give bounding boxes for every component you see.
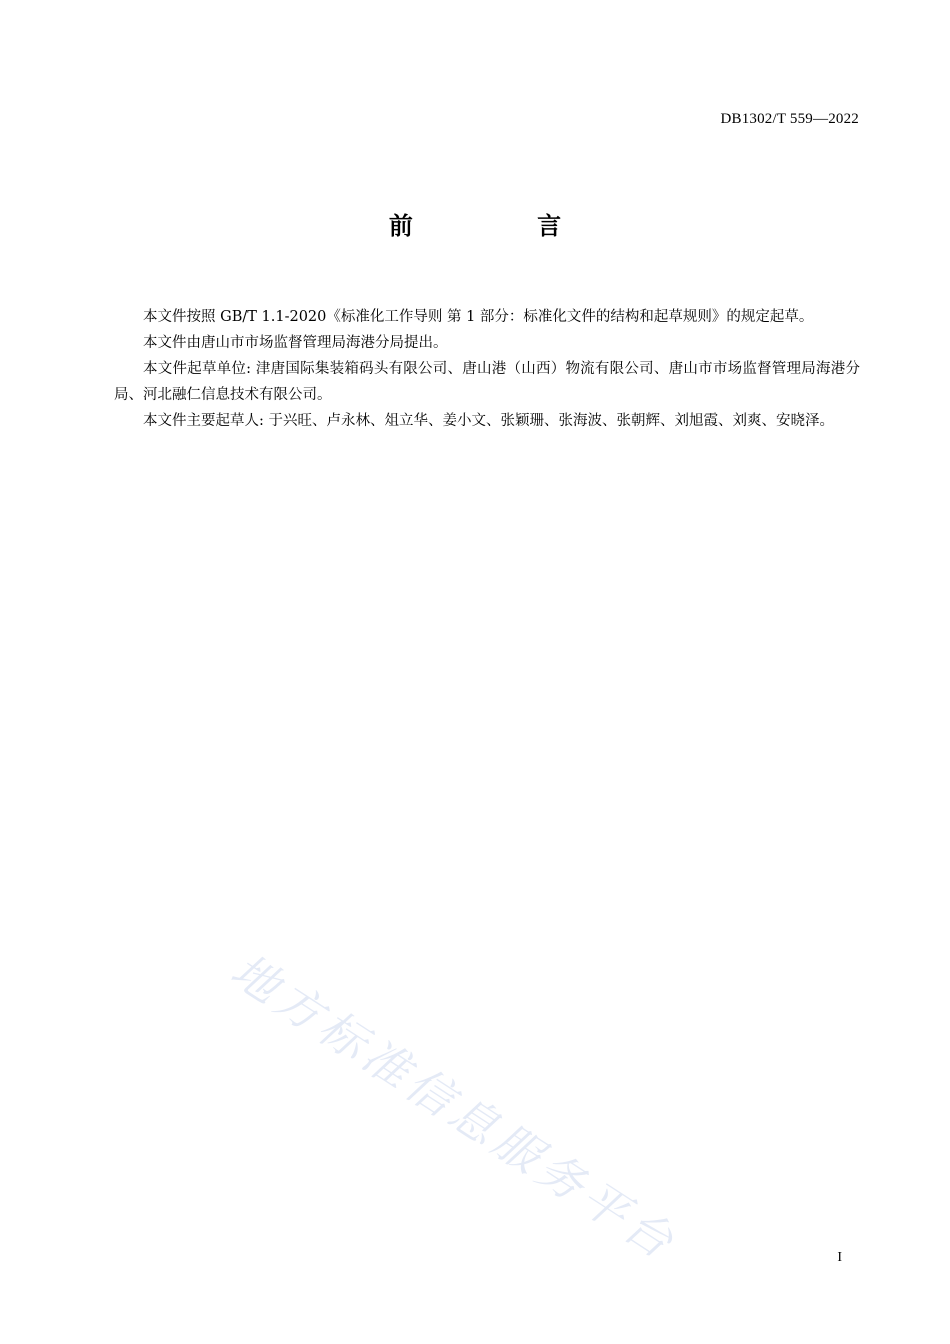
document-body	[114, 304, 860, 434]
page-title: 前 言	[388, 212, 620, 240]
paragraph-drafting-basis: 本文件按照 GB/T 1.1-2020《标准化工作导则 第 1 部分：标准化文件的结构和起草规则》的规定起草。	[143, 309, 814, 325]
document-code: DB1302/T 559—2022	[720, 111, 859, 127]
paragraph-drafting-units: 本文件起草单位: 津唐国际集装箱码头有限公司、唐山港（山西）物流有限公司、唐山市市场监督管理局海港分局、河北融仁信息技术有限公司。	[114, 361, 860, 403]
paragraph-drafters: 本文件主要起草人: 于兴旺、卢永林、俎立华、姜小文、张颖珊、张海波、张朝辉、刘旭霞、刘爽、安晓泽。	[143, 413, 834, 429]
page-number: I	[837, 1250, 842, 1265]
paragraph-proposer: 本文件由唐山市市场监督管理局海港分局提出。	[143, 335, 448, 351]
watermark: 地方标准信息服务平台	[221, 942, 688, 1272]
